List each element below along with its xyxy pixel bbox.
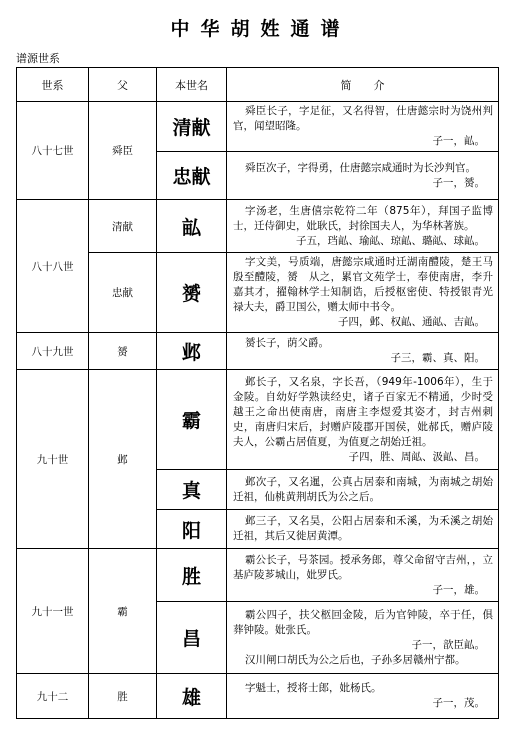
- generation-cell: 八十七世: [17, 102, 89, 200]
- bio-cell: [227, 470, 499, 510]
- table-header-row: [17, 68, 499, 102]
- bio-cell: [227, 253, 499, 333]
- bio-sons: 子四，邺、权畆、通畆、吉畆。: [338, 316, 485, 328]
- table-row: [17, 102, 499, 152]
- table-row: [17, 370, 499, 470]
- bio-sons: 子一，畆。: [432, 135, 485, 147]
- name-cell: 赟: [157, 253, 227, 333]
- bio-text: 字汤老，生唐僖宗乾符二年（875年），拜国子监博士，迁侍御史，妣耿氏，封徐国夫人，为华林著族。: [233, 204, 493, 232]
- bio-text: 邺次子，又名暹，公真占居泰和南城，为南城之胡始迁祖，仙桃黄荆胡氏为公之后。: [233, 475, 493, 503]
- bio-cell: [227, 510, 499, 549]
- bio-cell: [227, 674, 499, 719]
- bio-cell: [227, 333, 499, 370]
- father-cell: 清献: [89, 200, 157, 253]
- generation-cell: 八十八世: [17, 200, 89, 333]
- bio-sons: 子四，胜、周畆、汲畆、昌。: [348, 450, 485, 463]
- bio-sons: 子一，茂。: [432, 697, 485, 709]
- father-cell: 忠献: [89, 253, 157, 333]
- bio-cell: [227, 102, 499, 152]
- section-subtitle: 谱源世系: [16, 52, 60, 65]
- header-name: 本世名: [157, 68, 227, 102]
- name-cell: 昌: [157, 602, 227, 674]
- father-cell: 赟: [89, 333, 157, 370]
- father-cell: 胜: [89, 674, 157, 719]
- table-row: [17, 200, 499, 253]
- table-row: [17, 674, 499, 719]
- bio-sons: 子五，珰畆、瑜畆、琼畆、璐畆、球畆。: [296, 234, 485, 247]
- header-generation: 世系: [17, 68, 89, 102]
- generation-cell: 八十九世: [17, 333, 89, 370]
- table-row: [17, 253, 499, 333]
- bio-text: 舜臣长子，字足征，又名得智，仕唐懿宗时为饶州判官，闻望昭隆。: [233, 105, 493, 132]
- generation-cell: 九十世: [17, 370, 89, 549]
- generation-cell: 九十二: [17, 674, 89, 719]
- father-cell: 霸: [89, 549, 157, 674]
- name-cell: 胜: [157, 549, 227, 602]
- name-cell: 忠献: [157, 152, 227, 200]
- bio-sons: 子一，雄。: [432, 583, 485, 596]
- bio-cell: [227, 549, 499, 602]
- header-father: 父: [89, 68, 157, 102]
- bio-cell: [227, 152, 499, 200]
- bio-cell: [227, 200, 499, 253]
- bio-sons: 子一，歆臣畆。: [411, 638, 485, 651]
- name-cell: 霸: [157, 370, 227, 470]
- bio-cell: [227, 602, 499, 674]
- bio-text: 霸公四子，扶父柩回金陵，后为官钟陵，卒于任，俱葬钟陵。妣张氏。: [233, 608, 493, 636]
- generation-cell: 九十一世: [17, 549, 89, 674]
- bio-text: 字魁士，授将士郎，妣杨氏。: [245, 682, 382, 694]
- header-intro: 简 介: [227, 68, 499, 102]
- bio-text: 邺三子，又名昊，公阳占居泰和禾溪，为禾溪之胡始迁祖，其后又徙居黄潭。: [233, 515, 493, 542]
- bio-text: 邺长子，又名泉，字长吾，（949年-1006年），生于金陵。自幼好学熟读经史，诸子百家无不精通，少时受越王之命出使南唐，南唐主李煜爱其姿才，封吉州刺史，南唐归宋后，封赠庐陵郡开国侯，妣郝氏，赠庐陵夫人，公霸占居值夏，为值夏之胡始迁祖。: [233, 375, 493, 448]
- bio-text: 赟长子，荫父爵。: [245, 337, 329, 349]
- bio-sons: 子一，赟。: [432, 176, 485, 189]
- name-cell: 邺: [157, 333, 227, 370]
- table-row: [17, 333, 499, 370]
- bio-cell: [227, 370, 499, 470]
- bio-sons: 子三，霸、真、阳。: [390, 352, 485, 364]
- father-cell: 邺: [89, 370, 157, 549]
- name-cell: 畆: [157, 200, 227, 253]
- bio-text: 霸公长子，号茶园。授承务郎，尊父命留守吉州，，立基庐陵芗城山，妣罗氏。: [233, 553, 493, 581]
- bio-note: 汉川闸口胡氏为公之后也，子孙多居赣州宁都。: [245, 653, 466, 666]
- name-cell: 阳: [157, 510, 227, 549]
- name-cell: 真: [157, 470, 227, 510]
- bio-text: 舜臣次子，字得勇，仕唐懿宗咸通时为长沙判官。: [245, 161, 476, 174]
- genealogy-table: [16, 67, 499, 719]
- bio-text: 字文美，号质端，唐懿宗咸通时迁湖南醴陵，楚王马殷至醴陵，赟 从之，累官文苑学士，奉使南唐，李升嘉其才，擢翰林学士知制诰，后授枢密使、特授银青光禄大夫，爵卫国公，赠太师中书令。: [233, 256, 493, 313]
- name-cell: 雄: [157, 674, 227, 719]
- table-row: [17, 549, 499, 602]
- name-cell: 清献: [157, 102, 227, 152]
- page-title: 中华胡姓通谱: [170, 18, 351, 40]
- father-cell: 舜臣: [89, 102, 157, 200]
